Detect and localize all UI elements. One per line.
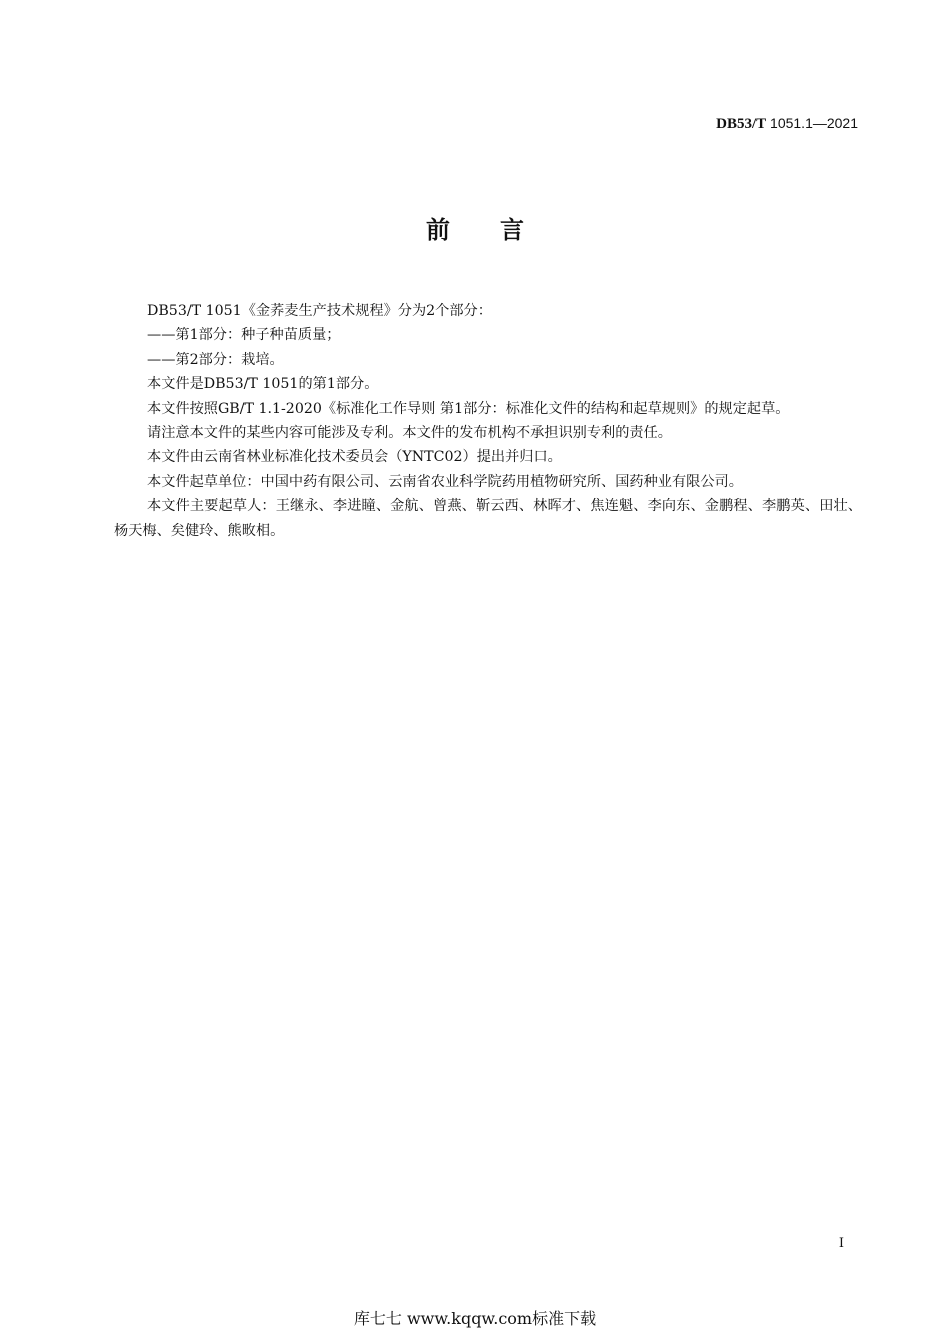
paragraph: ——第2部分：栽培。	[147, 351, 284, 368]
document-code-number: 1051.1—2021	[770, 115, 858, 131]
page-title: 前言	[426, 216, 574, 244]
foreword-body	[114, 299, 862, 543]
paragraph: 本文件由云南省林业标准化技术委员会（YNTC02）提出并归口。	[147, 449, 562, 466]
document-code-prefix: DB53/T	[716, 116, 767, 132]
paragraph: 本文件是DB53/T 1051的第1部分。	[147, 376, 379, 393]
document-code	[716, 115, 858, 133]
paragraph: 请注意本文件的某些内容可能涉及专利。本文件的发布机构不承担识别专利的责任。	[147, 425, 672, 442]
paragraph: 本文件主要起草人：王继永、李进瞳、金航、曾燕、靳云西、林晖才、焦连魁、李向东、金鹏程、李鹏英、田壮、杨天梅、矣健玲、熊畋相。	[114, 498, 862, 539]
footer-watermark: 库七七 www.kqqw.com标准下载	[353, 1309, 597, 1328]
paragraph: 本文件按照GB/T 1.1-2020《标准化工作导则 第1部分：标准化文件的结构和起草规则》的规定起草。	[147, 400, 790, 417]
paragraph: 本文件起草单位：中国中药有限公司、云南省农业科学院药用植物研究所、国药种业有限公司。	[147, 473, 743, 490]
paragraph: ——第1部分：种子种苗质量；	[147, 327, 341, 344]
page-number: I	[838, 1236, 844, 1251]
paragraph: DB53/T 1051《金荞麦生产技术规程》分为2个部分：	[147, 303, 492, 319]
